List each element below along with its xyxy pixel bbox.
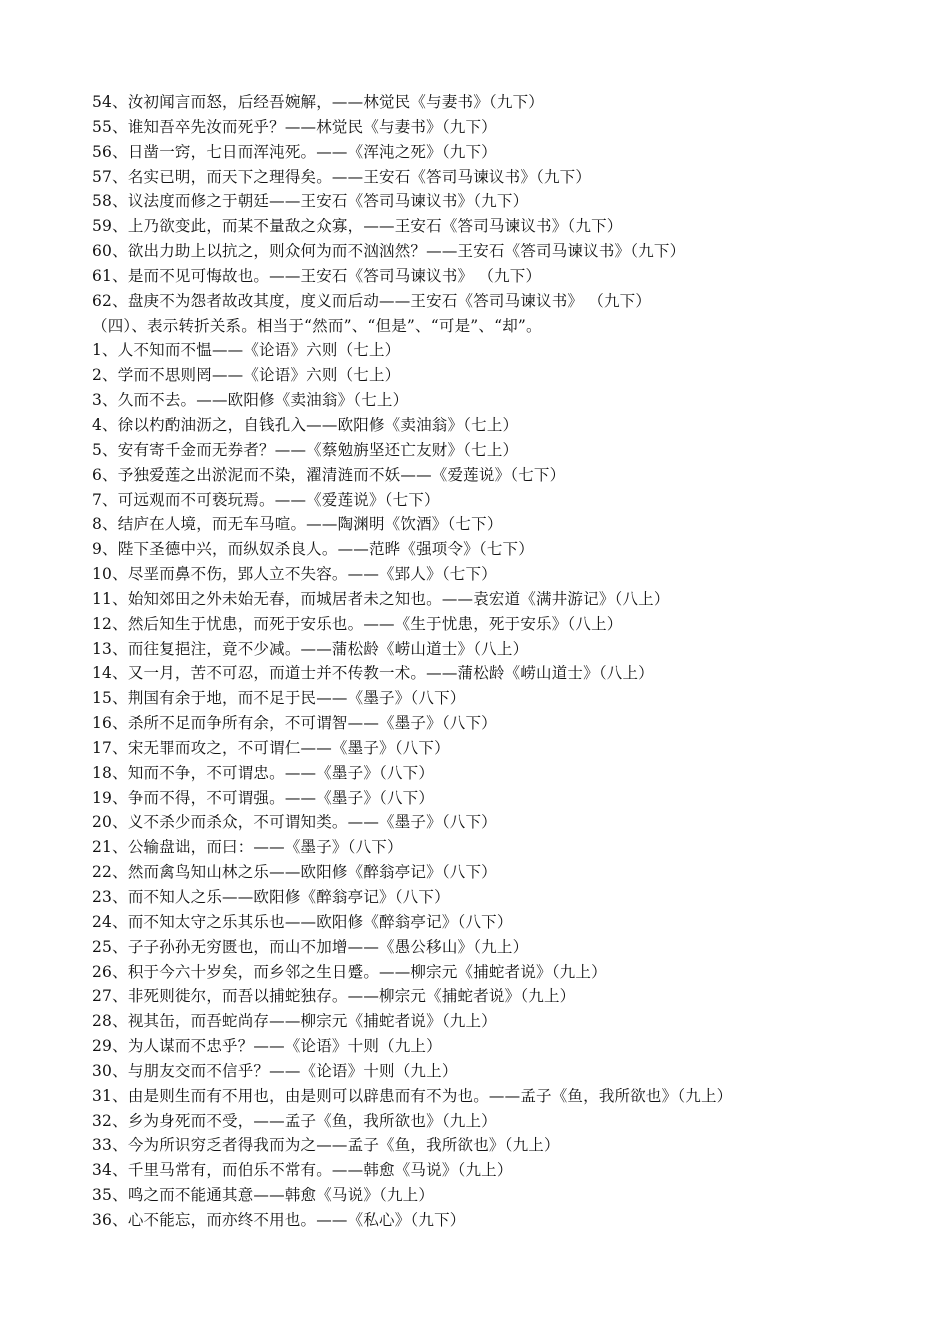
text-line: 5、安有寄千金而无券者？——《蔡勉旃坚还亡友财》（七上） [92,440,519,459]
text-line: 36、心不能忘，而亦终不用也。——《私心》（九下） [92,1210,466,1229]
text-line: 22、然而禽鸟知山林之乐——欧阳修《醉翁亭记》（八下） [92,863,497,882]
text-line: 19、争而不得，不可谓强。——《墨子》（八下） [92,788,435,807]
text-line: 27、非死则徙尔，而吾以捕蛇独存。——柳宗元《捕蛇者说》（九上） [92,987,576,1006]
text-line: 23、而不知人之乐——欧阳修《醉翁亭记》（八下） [92,888,450,906]
text-line: 55、谁知吾卒先汝而死乎？——林觉民《与妻书》（九下） [92,117,497,136]
text-line: 30、与朋友交而不信乎？——《论语》十则（九上） [92,1061,458,1080]
text-line: 1、人不知而不愠——《论语》六则（七上） [92,341,401,360]
text-line: 21、公输盘诎，而曰：——《墨子》（八下） [92,838,403,857]
text-line: 29、为人谋而不忠乎？——《论语》十则（九上） [92,1037,442,1056]
text-line: 4、徐以杓酌油沥之，自钱孔入——欧阳修《卖油翁》（七上） [92,415,519,434]
text-line: 18、知而不争，不可谓忠。——《墨子》（八下） [92,763,435,782]
text-line: 61、是而不见可悔故也。——王安石《答司马谏议书》 （九下） [92,266,542,285]
text-line: 33、今为所识穷乏者得我而为之——孟子《鱼，我所欲也》（九上） [92,1136,560,1155]
text-line: 26、积于今六十岁矣，而乡邻之生日蹙。——柳宗元《捕蛇者说》（九上） [92,962,607,981]
text-line: 12、然后知生于忧患，而死于安乐也。——《生于忧患，死于安乐》（八上） [92,614,623,633]
text-line: 54、汝初闻言而怒，后经吾婉解，——林觉民《与妻书》（九下） [92,93,544,111]
text-body [92,90,942,1233]
text-line: 14、又一月，苦不可忍，而道士并不传教一术。——蒲松龄《崂山道士》（八上） [92,664,654,683]
text-line: 31、由是则生而有不用也，由是则可以辟患而有不为也。——孟子《鱼，我所欲也》（九上） [92,1086,733,1105]
text-line: 34、千里马常有，而伯乐不常有。——韩愈《马说》（九上） [92,1161,513,1180]
text-line: 16、杀所不足而争所有余，不可谓智——《墨子》（八下） [92,714,497,733]
text-line: 60、欲出力助上以抗之，则众何为而不汹汹然？——王安石《答司马谏议书》（九下） [92,242,686,261]
text-line: 9、陛下圣德中兴，而纵奴杀良人。——范晔《强项令》（七下） [92,540,534,559]
text-line: 11、始知郊田之外未始无春，而城居者未之知也。——袁宏道《满井游记》（八上） [92,589,670,608]
text-line: 57、名实已明，而天下之理得矣。——王安石《答司马谏议书》（九下） [92,167,592,186]
section-heading: （四）、表示转折关系。相当于“然而”、“但是”、“可是”、“却”。 [92,316,542,335]
text-line: 25、子子孙孙无穷匮也，而山不加增——《愚公移山》（九上） [92,937,529,956]
text-line: 62、盘庚不为怨者故改其度，度义而后动——王安石《答司马谏议书》 （九下） [92,291,652,310]
text-line: 13、而往复挹注，竟不少减。——蒲松龄《崂山道士》（八上） [92,639,529,658]
text-line: 17、宋无罪而攻之，不可谓仁——《墨子》（八下） [92,738,450,757]
text-line: 2、学而不思则罔——《论语》六则（七上） [92,366,401,385]
text-line: 20、义不杀少而杀众，不可谓知类。——《墨子》（八下） [92,813,497,832]
text-line: 6、予独爱莲之出淤泥而不染，濯清涟而不妖——《爱莲说》（七下） [92,465,566,484]
text-line: 7、可远观而不可亵玩焉。——《爱莲说》（七下） [92,490,440,509]
text-line: 15、荆国有余于地，而不足于民——《墨子》（八下） [92,689,466,708]
text-line: 8、结庐在人境，而无车马喧。——陶渊明《饮酒》（七下） [92,515,503,534]
text-line: 28、视其缶，而吾蛇尚存——柳宗元《捕蛇者说》（九上） [92,1012,497,1031]
text-line: 35、鸣之而不能通其意——韩愈《马说》（九上） [92,1186,435,1205]
text-line: 56、日凿一窍，七日而浑沌死。——《浑沌之死》（九下） [92,142,497,161]
text-line: 58、议法度而修之于朝廷——王安石《答司马谏议书》（九下） [92,192,529,211]
text-line: 10、尽垩而鼻不伤，郢人立不失容。——《郢人》（七下） [92,565,497,584]
text-line: 24、而不知太守之乐其乐也——欧阳修《醉翁亭记》（八下） [92,912,513,931]
text-line: 3、久而不去。——欧阳修《卖油翁》（七上） [92,391,409,410]
text-line: 59、上乃欲变此，而某不量敌之众寡，——王安石《答司马谏议书》（九下） [92,217,623,236]
text-line: 32、乡为身死而不受，——孟子《鱼，我所欲也》（九上） [92,1111,497,1130]
